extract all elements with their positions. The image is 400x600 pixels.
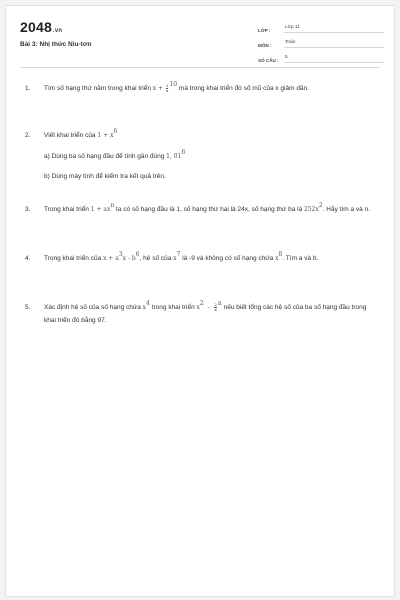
question-3 (25, 203, 375, 216)
question-subpart-a: a) Dùng ba số hạng đầu để tính gần đúng 1, $01^6$ (44, 148, 186, 160)
meta-label: SỐ CÂU : (258, 58, 279, 63)
question-text: Trong khai triển của $x + a^3x - b^6$, hệ số của $x^7$ là -9 và không có số hạng chứa $x^8$. Tìm a và b. (44, 250, 319, 262)
question-text: Tìm số hạng thứ năm trong khai triển x + $\frac{2}{x}$ $^{10}$ mà trong khai triển đó số mũ của x giảm dần. (44, 80, 309, 93)
meta-value: Lớp 11 (284, 25, 384, 33)
question-text: Trong khai triển $1 + ax^n$ ta có số hạng đầu là 1, số hạng thứ hai là 24x, số hạng thứ ba là $252x^2$. Hãy tìm a và n. (44, 201, 370, 213)
meta-label: MÔN : (258, 43, 272, 48)
question-2 (25, 129, 375, 183)
question-number: 2. (25, 132, 31, 139)
header-divider (20, 67, 380, 68)
question-5 (25, 301, 375, 327)
question-number: 3. (25, 206, 31, 213)
question-1 (25, 82, 375, 95)
question-text: Viết khai triển của $1 + x^6$ (44, 127, 118, 139)
meta-value: Toán (284, 40, 384, 48)
lesson-title: Bài 3: Nhị thức Niu-tơn (20, 41, 92, 48)
meta-row-subject (258, 36, 384, 48)
fraction: $\frac{2}{x}$ (214, 301, 217, 312)
fraction: $\frac{2}{x}$ (165, 82, 169, 93)
question-number: 5. (25, 304, 31, 311)
question-4 (25, 252, 375, 265)
question-number: 1. (25, 85, 31, 92)
site-logo[interactable]: 2048.vn (20, 19, 63, 35)
meta-row-count (258, 51, 384, 63)
meta-info (258, 21, 384, 66)
question-text: Xác định hệ số của số hạng chứa $x^4$ trong khai triển $x^2$ - $\frac{2}{x}$ $^n$ nếu biết tổng các hệ số của ba số hạng đầu trong khai triển đó bằng 97. (44, 299, 367, 324)
meta-value: 5 (284, 55, 384, 63)
meta-row-class (258, 21, 384, 33)
question-number: 4. (25, 255, 31, 262)
worksheet-page (5, 5, 395, 597)
meta-label: LỚP : (258, 28, 271, 33)
question-subpart-b: b) Dùng máy tính để kiểm tra kết quả trên. (44, 173, 166, 180)
